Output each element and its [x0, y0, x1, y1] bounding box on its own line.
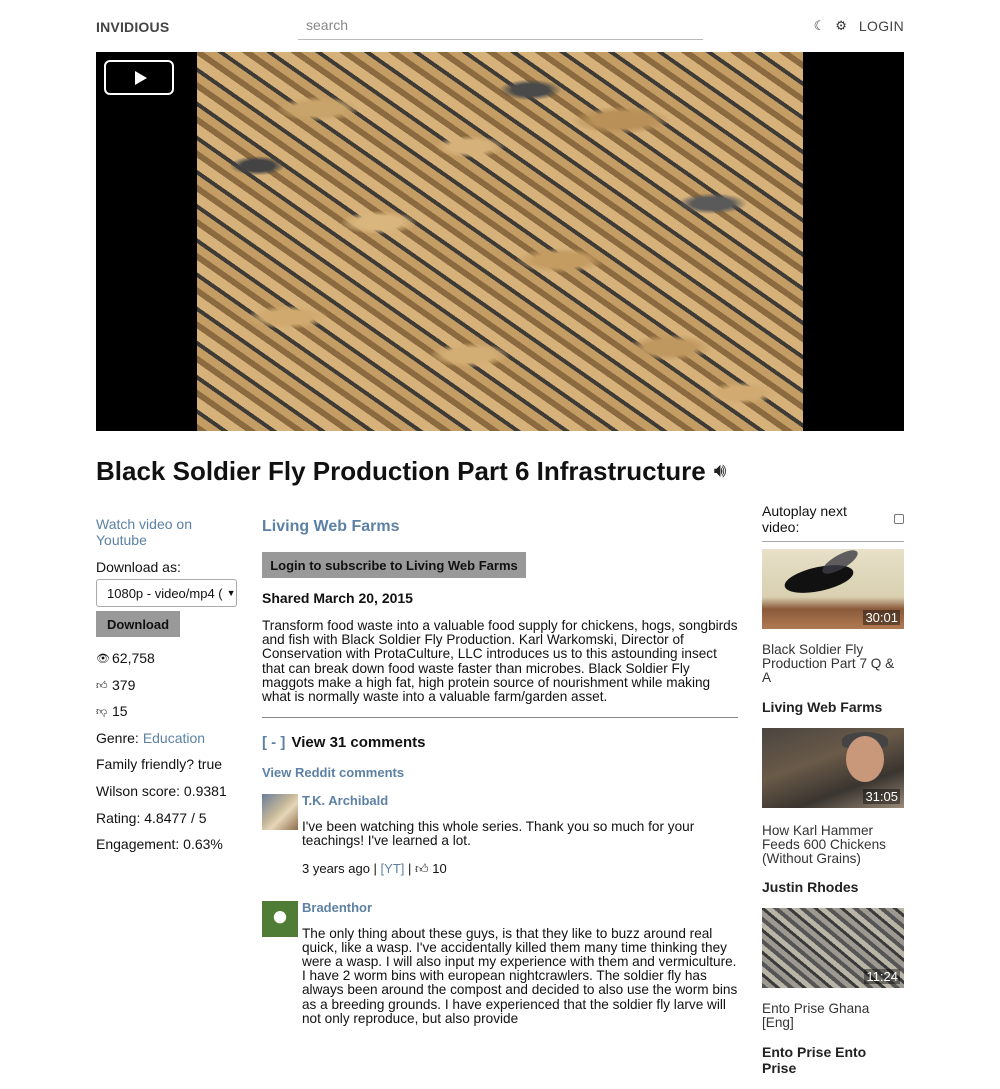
comment-author[interactable]: T.K. Archibald — [302, 793, 389, 809]
chevron-down-icon: ▼ — [226, 588, 236, 598]
views-stat — [96, 650, 241, 677]
download-format-select[interactable] — [96, 579, 237, 607]
views-count: 62,758 — [112, 650, 155, 666]
comments-header — [262, 734, 738, 751]
comment-age: 3 years ago | — [302, 860, 377, 876]
video-info-sidebar — [96, 516, 241, 863]
search-input[interactable] — [298, 10, 703, 40]
video-frame[interactable] — [197, 52, 803, 431]
speaker-icon[interactable]: 🔊︎ — [713, 460, 727, 482]
download-format-value: 1080p - video/mp4 ( — [107, 585, 223, 601]
video-description: Transform food waste into a valuable food supply for chickens, hogs, songbirds and fish with Black Soldier Fly Production. Karl Warkomski, Director of Conservation with ProtaCulture, LLC introduces us to this astounding insect that can break down food waste faster than microbes. Black Soldier Fly maggots make a high fat, high protein source of nourishment while making what is normally waste into a valuable farm/garden asset. — [262, 618, 738, 705]
video-thumbnail[interactable] — [762, 728, 904, 808]
avatar[interactable] — [262, 901, 298, 937]
gear-icon[interactable]: ⚙ — [835, 18, 847, 33]
comment — [262, 899, 738, 1026]
recommended-video[interactable] — [762, 728, 904, 896]
engagement-stat: Engagement: 0.63% — [96, 836, 223, 853]
autoplay-checkbox[interactable] — [894, 514, 904, 524]
comments-toggle[interactable]: [ - ] — [262, 734, 286, 752]
comment-likes: 10 — [432, 860, 447, 876]
recommended-video-channel[interactable]: Justin Rhodes — [762, 879, 859, 896]
video-thumbnail[interactable] — [762, 549, 904, 629]
comments-count-label: View 31 comments — [291, 734, 426, 752]
comment-separator: | — [408, 860, 412, 876]
channel-link[interactable]: Living Web Farms — [262, 518, 400, 535]
dislikes-count: 15 — [112, 703, 128, 720]
likes-count: 379 — [112, 676, 136, 693]
login-link[interactable]: LOGIN — [858, 18, 904, 34]
watch-on-youtube-link[interactable]: Watch video on Youtube — [96, 516, 192, 548]
thumbnail-face — [846, 736, 884, 782]
recommended-video[interactable] — [762, 908, 904, 1075]
comment-text: The only thing about these guys, is that they like to buzz around real quick, like a wasp. I've accidentally killed them many time thinking they were a wasp. I will also input my experience with them and vermiculture. I have 2 worm bins with european nightcrawlers. The soldier fly has always been around the compost and decided to also use the worm bins as a breeding grounds. I have experienced that the soldier fly larve will not only reproduce, but also provide — [302, 925, 738, 1026]
download-button[interactable]: Download — [96, 611, 180, 637]
recommended-video-title[interactable]: Ento Prise Ghana [Eng] — [762, 1001, 870, 1031]
video-main-info — [262, 518, 738, 1026]
thumbs-down-icon: 👎︎ — [96, 706, 108, 719]
autoplay-toggle-row — [762, 503, 904, 542]
likes-stat — [96, 677, 241, 704]
autoplay-label: Autoplay next video: — [762, 503, 847, 535]
download-label: Download as: — [96, 559, 181, 575]
genre-link[interactable]: Education — [142, 729, 206, 746]
recommended-video-title[interactable]: Black Soldier Fly Production Part 7 Q & A — [762, 642, 895, 686]
eye-icon: 👁︎ — [96, 653, 110, 665]
video-duration: 30:01 — [865, 610, 898, 625]
nav-right — [814, 18, 904, 34]
family-friendly-stat: Family friendly? true — [96, 756, 223, 773]
play-button[interactable] — [104, 60, 174, 95]
play-icon — [135, 71, 147, 85]
video-duration: 11:24 — [866, 969, 898, 985]
recommendations-sidebar — [762, 503, 904, 1089]
avatar[interactable] — [262, 794, 298, 830]
wilson-score-stat: Wilson score: 0.9381 — [96, 782, 227, 799]
comment-text: I've been watching this whole series. Thank you so much for your teachings! I've learned a lot. — [302, 819, 695, 849]
rating-stat: Rating: 4.8477 / 5 — [96, 809, 207, 826]
comment-youtube-link[interactable]: [YT] — [380, 860, 405, 876]
recommended-video-channel[interactable]: Ento Prise Ento Prise — [762, 1043, 867, 1076]
video-title: Black Soldier Fly Production Part 6 Infrastructure — [96, 456, 706, 486]
shared-date: Shared March 20, 2015 — [262, 590, 413, 606]
video-thumbnail[interactable] — [762, 908, 904, 988]
divider — [262, 717, 738, 718]
comment — [262, 792, 738, 876]
logo[interactable]: INVIDIOUS — [96, 19, 170, 35]
video-player[interactable] — [96, 52, 904, 431]
moon-icon[interactable]: ☾ — [813, 18, 826, 33]
subscribe-button[interactable]: Login to subscribe to Living Web Farms — [262, 552, 526, 578]
thumbs-up-icon: 👍︎ — [415, 860, 429, 876]
dislikes-stat — [96, 703, 241, 730]
comment-meta — [302, 861, 738, 877]
genre-stat — [96, 730, 241, 757]
thumbs-up-icon: 👍︎ — [96, 679, 108, 692]
video-duration: 31:05 — [865, 788, 898, 804]
recommended-video-channel[interactable]: Living Web Farms — [762, 698, 883, 715]
title-row — [96, 456, 726, 487]
navbar — [96, 0, 904, 52]
comment-author[interactable]: Bradenthor — [302, 899, 373, 915]
genre-label: Genre: — [96, 729, 139, 746]
video-stats — [96, 650, 241, 863]
view-reddit-comments-link[interactable]: View Reddit comments — [262, 765, 405, 781]
recommended-video[interactable] — [762, 549, 904, 715]
recommended-video-title[interactable]: How Karl Hammer Feeds 600 Chickens (Without Grains) — [762, 822, 886, 867]
